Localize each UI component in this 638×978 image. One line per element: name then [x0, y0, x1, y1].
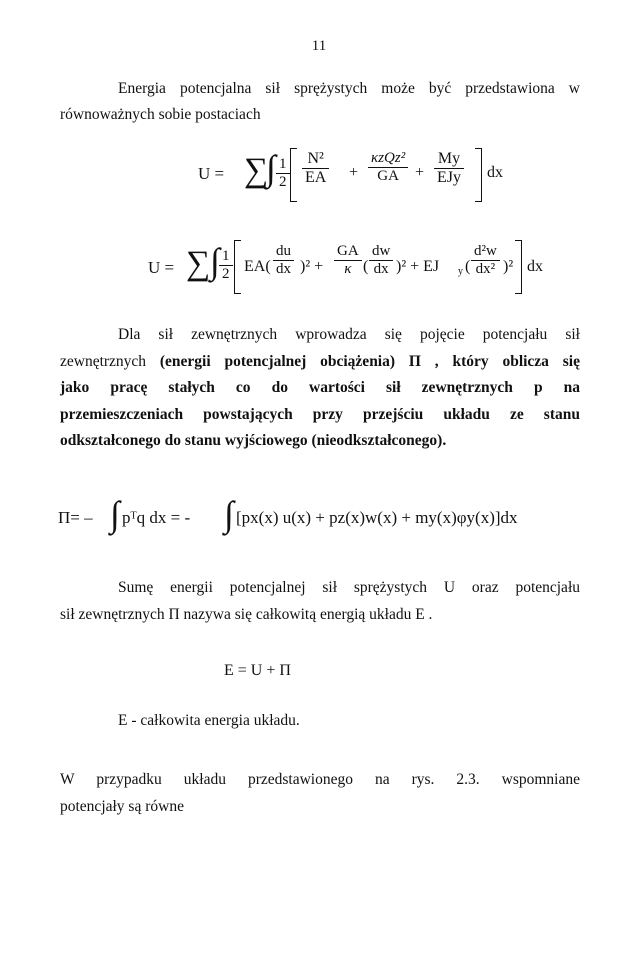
para4-line-1: W przypadku układu przedstawionego na rys. 2.3. wspomniane: [60, 771, 580, 788]
formula-2-d2w-dx2: $\frac{\text{d²w}}{\text{dx²}}$: [471, 243, 500, 279]
para3-line-2: sił zewnętrznych Π nazywa się całkowitą energią układu E .: [60, 606, 433, 623]
formula-1-dx: dx: [487, 164, 503, 181]
formula-2-du-dx: $\frac{du}{dx}$: [273, 243, 294, 279]
para4-line-2: potencjały są równe: [60, 798, 184, 815]
para2-line-3: jako pracę stałych co do wartości sił zewnętrznych p na: [60, 379, 580, 396]
formula-2-dw-dx: $\frac{dw}{dx}$: [369, 243, 393, 279]
formula-4: E = U + Π: [224, 662, 291, 679]
para2-line-4: przemieszczeniach powstających przy przejściu układu ze stanu: [60, 405, 580, 423]
formula-1-half: $\frac{1}{2}$: [276, 156, 290, 192]
formula-3-integral-2: ∫: [224, 494, 234, 534]
para3-line-1: Sumę energii potencjalnej sił sprężystych U oraz potencjału: [118, 579, 580, 596]
formula-2-ea: EA(: [244, 258, 271, 275]
formula-1-lhs: U =: [198, 164, 225, 183]
formula-2-open-3: (: [465, 258, 471, 275]
formula-1-plus-1: +: [349, 164, 359, 181]
formula-1-term-1: $\frac{\text{N²}}{EA}$: [302, 150, 329, 188]
para2-line-5: odkształconego do stanu wyjściowego (nieodkształconego).: [60, 432, 447, 449]
formula-1-left-bracket: [290, 148, 297, 202]
formula-1-sum: ∑: [244, 152, 269, 189]
formula-1-plus-2: +: [415, 164, 425, 181]
intro-line-1: Energia potencjalna sił sprężystych może być przedstawiona w: [118, 80, 580, 97]
intro-paragraph: [60, 76, 580, 128]
formula-2-sq-3: )²: [503, 258, 514, 275]
formula-2-integral: ∫: [210, 241, 220, 281]
formula-2-sub-y: y: [458, 266, 463, 277]
para2-line-1: Dla sił zewnętrznych wprowadza się pojęcie potencjału sił: [118, 326, 580, 343]
definition-line: E - całkowita energia układu.: [118, 712, 300, 729]
formula-3-integrand: [px(x) u(x) + pz(x)w(x) + my(x)φy(x)]dx: [236, 508, 518, 527]
formula-1-integral: ∫: [266, 148, 276, 188]
formula-2-left-bracket: [234, 240, 241, 294]
formula-2-half: $\frac{1}{2}$: [219, 248, 233, 284]
page-number: 11: [311, 38, 327, 54]
para2-line-2: zewnętrznych (energii potencjalnej obciążenia) Π , który oblicza się: [60, 352, 580, 370]
paragraph-external-forces: [60, 322, 580, 455]
paragraph-case: [60, 766, 580, 820]
formula-2-dx: dx: [527, 258, 543, 275]
formula-2-ga-kappa: $\frac{GA}{\kappa}$: [334, 243, 362, 279]
formula-2-sq-2: )² + EJ: [396, 258, 440, 275]
formula-1-term-3: My EJy: [434, 150, 464, 188]
intro-line-2: równoważnych sobie postaciach: [60, 106, 261, 123]
formula-2-sq-1: )² +: [300, 258, 324, 275]
formula-1-term-2: κzQz² GA: [368, 150, 408, 186]
formula-1-right-bracket: [475, 148, 482, 202]
formula-2-open-2: (: [363, 258, 369, 275]
formula-2-right-bracket: [515, 240, 522, 294]
formula-3-lhs: Π= –: [58, 508, 93, 527]
paragraph-total-energy: [60, 574, 580, 628]
formula-3-integral-1: ∫: [110, 494, 120, 534]
formula-2-lhs: U =: [148, 258, 175, 277]
formula-3-ptq: pᵀq dx = -: [122, 508, 191, 527]
formula-2-sum: ∑: [186, 245, 211, 282]
